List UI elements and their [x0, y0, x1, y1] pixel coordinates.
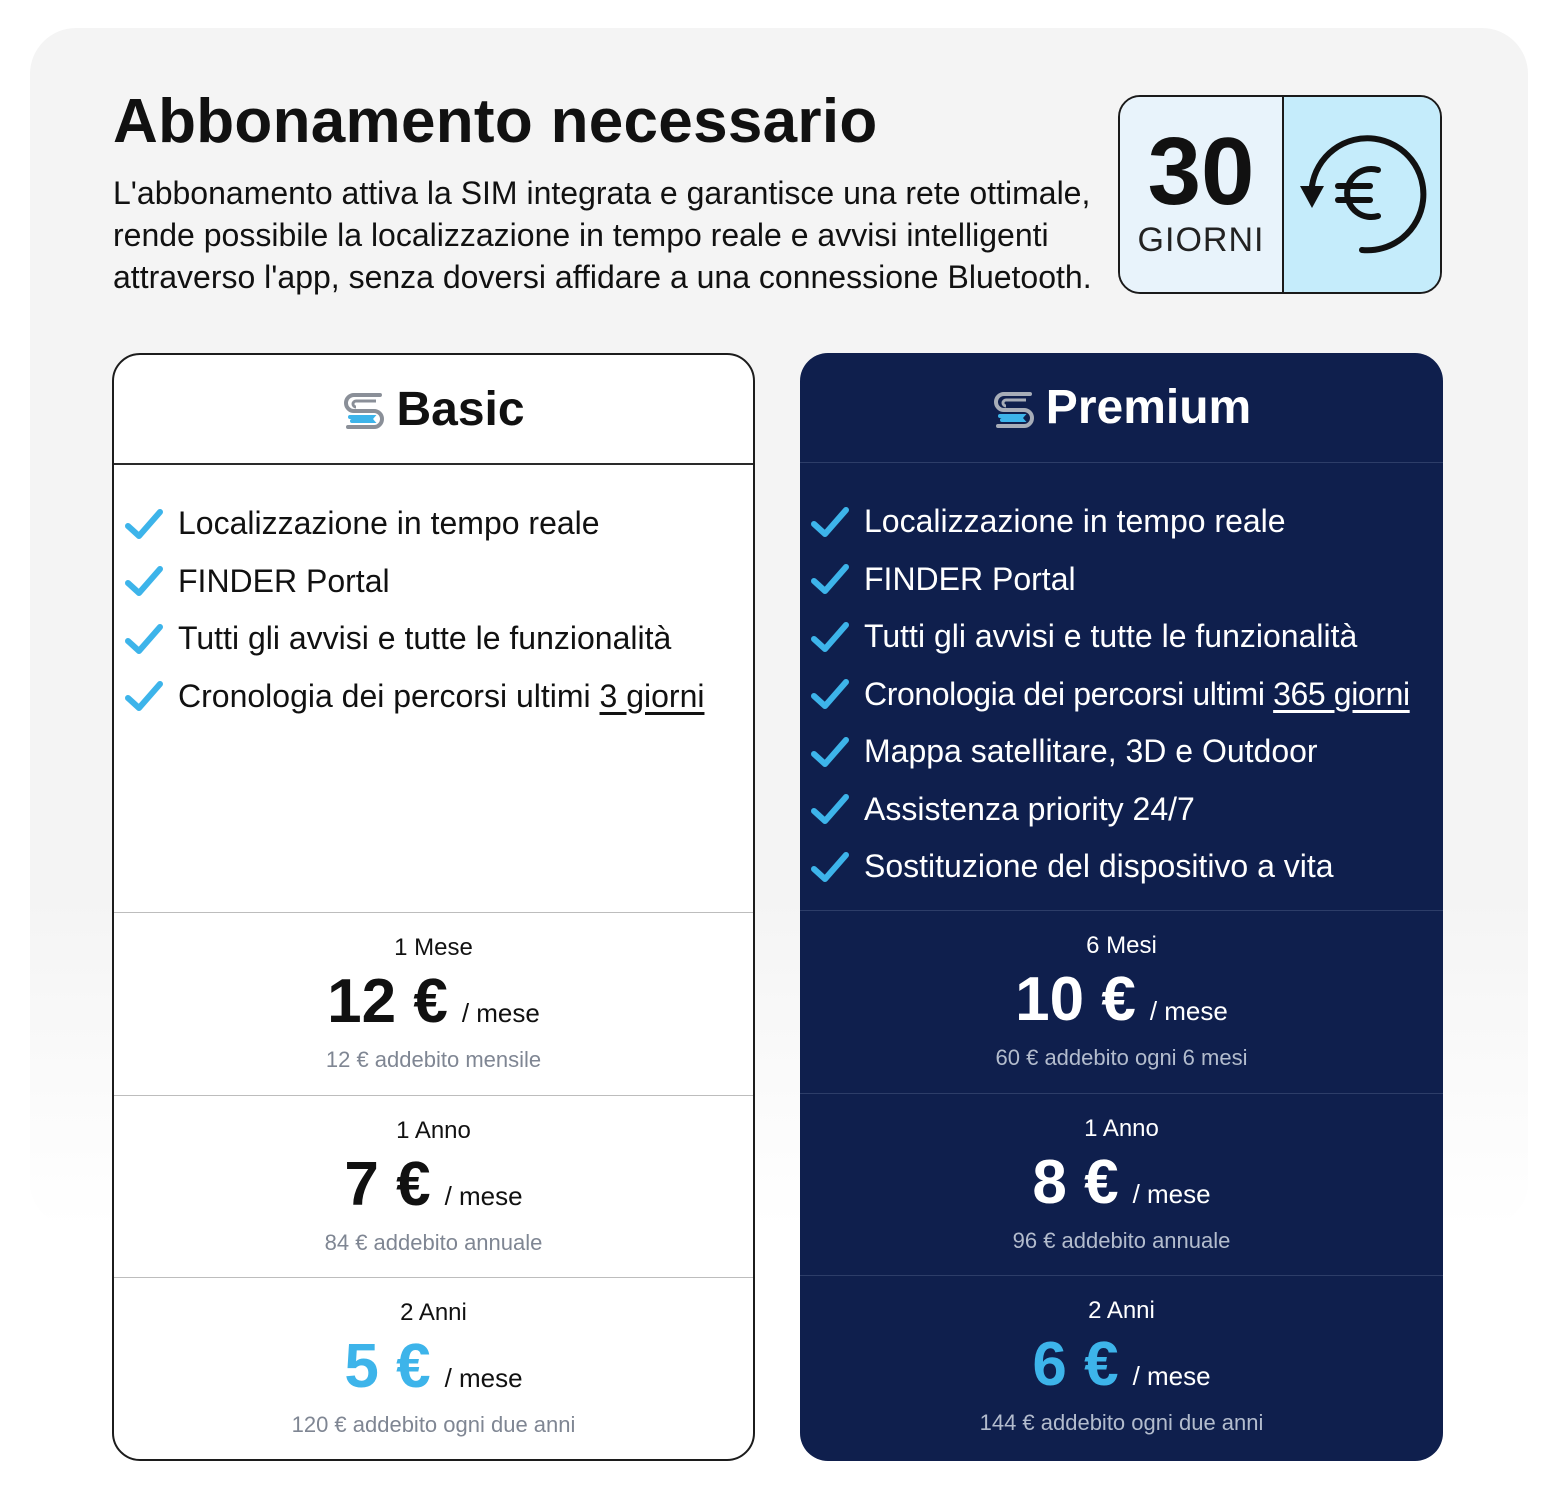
- checkmark-icon: [124, 622, 164, 656]
- feature-text-lead: Cronologia dei percorsi ultimi: [178, 677, 600, 714]
- checkmark-icon: [124, 564, 164, 598]
- price-per-month: / mese: [444, 1363, 523, 1393]
- checkmark-icon: [810, 620, 850, 654]
- feature-item: [800, 781, 1443, 839]
- price-period: 1 Mese: [394, 934, 473, 961]
- history-days-link[interactable]: 3 giorni: [599, 677, 705, 714]
- price-period: 2 Anni: [400, 1299, 467, 1326]
- price-billing-note: 96 € addebito annuale: [1012, 1228, 1231, 1253]
- feature-text: [178, 678, 704, 715]
- feature-item: [800, 838, 1443, 896]
- checkmark-icon: [124, 507, 164, 541]
- basic-price-option[interactable]: [114, 913, 753, 1095]
- basic-plan-card[interactable]: [112, 353, 755, 1461]
- feature-item: [800, 723, 1443, 781]
- price-period: 6 Mesi: [1086, 932, 1157, 959]
- price-amount: 12 €: [327, 967, 448, 1036]
- price-amount: 6 €: [1032, 1330, 1119, 1399]
- badge-icon-area: [1284, 97, 1440, 292]
- basic-plan-header: [114, 355, 753, 465]
- price-per-month: / mese: [444, 1181, 523, 1211]
- euro-refund-icon: [1292, 130, 1432, 260]
- price-billing-note: 12 € addebito mensile: [325, 1047, 542, 1072]
- page-title: Abbonamento necessario: [113, 87, 878, 156]
- premium-plan-name: Premium: [1045, 381, 1252, 434]
- price-period: 1 Anno: [1084, 1115, 1159, 1142]
- price-per-month: / mese: [1149, 996, 1228, 1026]
- basic-plan-name: Basic: [396, 382, 525, 436]
- feature-item: [114, 668, 753, 726]
- price-billing-note: 60 € addebito ogni 6 mesi: [995, 1045, 1248, 1070]
- checkmark-icon: [810, 677, 850, 711]
- checkmark-icon: [124, 679, 164, 713]
- price-period: 1 Anno: [396, 1117, 471, 1144]
- basic-feature-list: [114, 465, 753, 913]
- price-per-month: / mese: [1132, 1361, 1211, 1391]
- feature-item: [800, 666, 1443, 724]
- basic-price-option[interactable]: [114, 1095, 753, 1277]
- feature-text: FINDER Portal: [864, 560, 1076, 597]
- feature-text: FINDER Portal: [178, 562, 390, 599]
- feature-text: Assistenza priority 24/7: [864, 790, 1195, 827]
- feature-item: [114, 553, 753, 611]
- price-per-month: / mese: [1132, 1179, 1211, 1209]
- badge-number: 30: [1147, 118, 1255, 225]
- feature-text: [864, 676, 1410, 713]
- checkmark-icon: [810, 505, 850, 539]
- price-amount: 7 €: [344, 1150, 431, 1219]
- checkmark-icon: [810, 850, 850, 884]
- badge-unit: GIORNI: [1137, 221, 1265, 259]
- description: L'abbonamento attiva la SIM integrata e garantisce una rete ottimale, rende possibile la localizzazione in tempo reale e avvisi intelligenti attraverso l'app, senza doversi affidare a una connessione Bluetooth.: [113, 175, 1092, 295]
- price-per-month: / mese: [461, 998, 540, 1028]
- feature-item: [114, 610, 753, 668]
- price-amount: 8 €: [1032, 1148, 1119, 1217]
- trial-badge: [1118, 95, 1442, 294]
- badge-days: [1120, 97, 1284, 292]
- price-amount: 10 €: [1015, 965, 1136, 1034]
- premium-price-option[interactable]: [800, 911, 1443, 1093]
- checkmark-icon: [810, 792, 850, 826]
- feature-item: [800, 608, 1443, 666]
- feature-item: [114, 495, 753, 553]
- feature-item: [800, 493, 1443, 551]
- feature-text-lead: Cronologia dei percorsi ultimi: [864, 675, 1274, 712]
- premium-price-option[interactable]: [800, 1093, 1443, 1275]
- feature-text: Localizzazione in tempo reale: [864, 503, 1286, 540]
- price-billing-note: 84 € addebito annuale: [324, 1230, 543, 1255]
- checkmark-icon: [810, 735, 850, 769]
- basic-price-option[interactable]: [114, 1277, 753, 1459]
- feature-text: Mappa satellitare, 3D e Outdoor: [864, 733, 1318, 770]
- feature-item: [800, 551, 1443, 609]
- history-days-link[interactable]: 365 giorni: [1273, 675, 1410, 712]
- feature-text: Localizzazione in tempo reale: [178, 505, 600, 542]
- feature-text: Tutti gli avvisi e tutte le funzionalità: [178, 620, 672, 657]
- price-billing-note: 120 € addebito ogni due anni: [291, 1412, 576, 1437]
- checkmark-icon: [810, 562, 850, 596]
- premium-price-option[interactable]: [800, 1275, 1443, 1457]
- brand-logo-icon: [992, 386, 1036, 430]
- feature-text: Sostituzione del dispositivo a vita: [864, 848, 1334, 885]
- brand-logo-icon: [342, 387, 386, 431]
- feature-text: Tutti gli avvisi e tutte le funzionalità: [864, 618, 1358, 655]
- premium-feature-list: [800, 463, 1443, 911]
- price-billing-note: 144 € addebito ogni due anni: [979, 1410, 1264, 1435]
- price-period: 2 Anni: [1088, 1297, 1155, 1324]
- price-amount: 5 €: [344, 1332, 431, 1401]
- premium-plan-card[interactable]: [800, 353, 1443, 1461]
- premium-plan-header: [800, 353, 1443, 463]
